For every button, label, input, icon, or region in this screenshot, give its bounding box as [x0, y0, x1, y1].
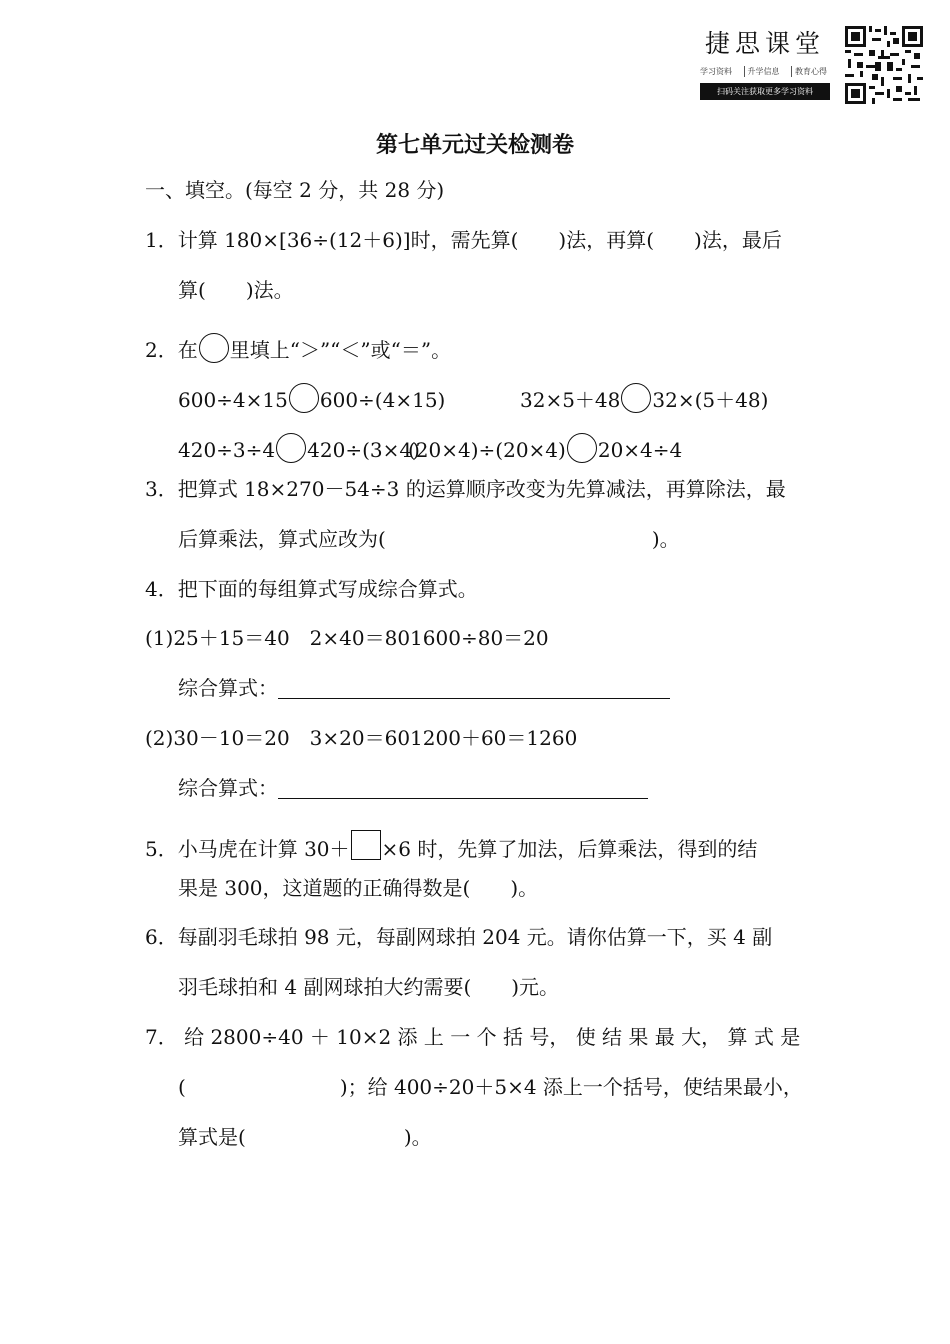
question-1-cont	[178, 278, 294, 302]
compare-item	[178, 433, 420, 463]
q6-text: 羽毛球拍和 4 副网球拍大约需要(	[178, 975, 472, 999]
square-box-icon	[351, 830, 381, 860]
combined-label: 综合算式：	[178, 776, 278, 800]
expr-left: 420÷3÷4	[178, 438, 276, 462]
circle-icon	[199, 333, 229, 363]
question-2	[145, 333, 451, 363]
expr-left: 32×5＋48	[520, 388, 621, 412]
expr-left: (20×4)÷(20×4)	[408, 438, 566, 462]
compare-circle[interactable]	[567, 433, 597, 463]
brand-name: 捷思课堂	[704, 29, 825, 58]
q5-text: )。	[510, 876, 539, 900]
q1-text: 1．计算 180×[36÷(12＋6)]时，需先算(	[145, 228, 519, 252]
q7-text: )。	[403, 1125, 432, 1149]
brand-block	[700, 24, 830, 100]
q6-text: )元。	[511, 975, 560, 999]
brand-tag: 升学信息	[744, 66, 783, 77]
combined-answer-2	[178, 776, 648, 800]
question-5	[145, 830, 757, 861]
qr-code-icon	[845, 26, 923, 104]
question-7-end	[178, 1125, 432, 1149]
scan-banner: 扫码关注获取更多学习资料	[700, 83, 830, 100]
q3-text: )。	[651, 527, 680, 551]
compare-item	[178, 383, 445, 413]
q5-text: 5．小马虎在计算 30＋	[145, 837, 350, 861]
combined-answer-1	[178, 676, 670, 700]
combined-label: 综合算式：	[178, 676, 278, 700]
q3-text: 后算乘法，算式应改为(	[178, 527, 386, 551]
page-title: 第七单元过关检测卷	[375, 133, 574, 158]
question-7: 7． 给 2800÷40 ＋ 10×2 添 上 一 个 括 号， 使 结 果 最 大， 算 式 是	[145, 1025, 801, 1049]
q1-text: )法。	[245, 278, 294, 302]
expr-right: 20×4÷4	[597, 438, 683, 462]
brand-tags	[700, 66, 830, 77]
section-heading: 一、填空。(每空 2 分，共 28 分)	[145, 178, 445, 202]
q2-text: 里填上“＞”“＜”或“＝”。	[229, 338, 452, 362]
question-3-cont	[178, 527, 680, 551]
answer-line[interactable]	[278, 778, 648, 799]
q1-text: )法，最后	[694, 228, 782, 252]
equation-group-1: (1)25＋15＝40 2×40＝801600÷80＝20	[145, 626, 549, 650]
question-4: 4．把下面的每组算式写成综合算式。	[145, 577, 478, 601]
q5-text: ×6 时，先算了加法，后算乘法，得到的结	[381, 837, 758, 861]
question-3: 3．把算式 18×270－54÷3 的运算顺序改变为先算减法，再算除法，最	[145, 477, 786, 501]
question-1	[145, 228, 782, 252]
compare-item	[408, 433, 682, 463]
question-7-cont	[178, 1075, 803, 1099]
expr-left: 600÷4×15	[178, 388, 288, 412]
question-5-cont	[178, 876, 538, 900]
compare-circle[interactable]	[276, 433, 306, 463]
q7-text: (	[178, 1075, 186, 1099]
compare-circle[interactable]	[621, 383, 651, 413]
compare-item	[520, 383, 768, 413]
brand-tag: 教育心得	[791, 66, 830, 77]
q7-text: )；给 400÷20＋5×4 添上一个括号，使结果最小，	[339, 1075, 803, 1099]
question-6-cont	[178, 975, 559, 999]
q1-text: )法，再算(	[558, 228, 655, 252]
brand-tag: 学习资料	[700, 67, 732, 76]
expr-right: 32×(5＋48)	[652, 388, 769, 412]
q7-text: 算式是(	[178, 1125, 246, 1149]
equation-group-2: (2)30－10＝20 3×20＝601200＋60＝1260	[145, 726, 578, 750]
compare-circle[interactable]	[289, 383, 319, 413]
expr-right: 420÷(3×4)	[307, 438, 420, 462]
q2-text: 2．在	[145, 338, 198, 362]
question-6: 6．每副羽毛球拍 98 元，每副网球拍 204 元。请你估算一下，买 4 副	[145, 925, 773, 949]
expr-right: 600÷(4×15)	[319, 388, 446, 412]
answer-line[interactable]	[278, 678, 670, 699]
q5-text: 果是 300，这道题的正确得数是(	[178, 876, 471, 900]
q1-text: 算(	[178, 278, 206, 302]
